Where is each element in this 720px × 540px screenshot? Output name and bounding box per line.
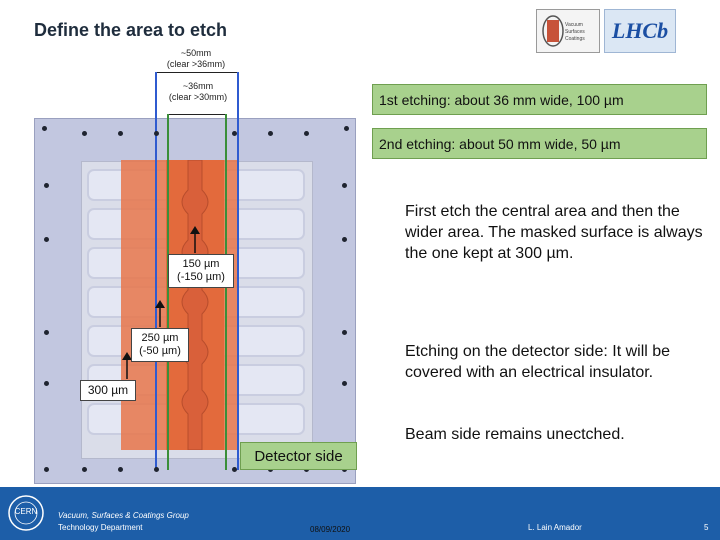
svg-text:Vacuum: Vacuum <box>565 22 583 28</box>
screw <box>118 131 123 136</box>
svg-text:Coatings: Coatings <box>565 36 585 42</box>
screw <box>154 131 159 136</box>
edge-thickness-label: 300 µm <box>80 380 136 401</box>
screw <box>44 330 49 335</box>
vsc-logo <box>536 9 600 53</box>
screw <box>304 131 309 136</box>
detector-side-note: Etching on the detector side: It will be covered with an electrical insulator. <box>405 343 671 381</box>
screw <box>342 237 347 242</box>
screw <box>44 467 49 472</box>
screw <box>118 467 123 472</box>
screw <box>44 381 49 386</box>
slide-title: Define the area to etch <box>34 20 228 40</box>
svg-text:Surfaces: Surfaces <box>565 29 585 35</box>
inner-dimension-clear: (clear >30mm) <box>168 92 228 102</box>
footer-department: Technology Department <box>58 523 143 532</box>
etched-channels <box>166 160 224 450</box>
screw <box>232 131 237 136</box>
screw <box>232 467 237 472</box>
center-thickness-value: 150 µm <box>182 258 220 270</box>
lhcb-logo: LHCb <box>604 9 676 53</box>
mid-arrow-icon <box>153 300 167 328</box>
outer-boundary-right-line <box>237 72 239 470</box>
footer-group: Vacuum, Surfaces & Coatings Group <box>58 511 189 520</box>
screw <box>268 131 273 136</box>
outer-dimension-label <box>160 48 232 70</box>
screw <box>342 381 347 386</box>
first-etching-callout: 1st etching: about 36 mm wide, 100 µm <box>372 84 707 115</box>
screw <box>154 467 159 472</box>
outer-dimension-size: ~50mm <box>180 48 212 58</box>
screw <box>44 237 49 242</box>
screw <box>82 467 87 472</box>
detector-side-label: Detector side <box>240 442 357 470</box>
inner-boundary-right-line <box>225 114 227 470</box>
footer-date: 08/09/2020 <box>310 525 351 534</box>
inner-dimension-label <box>162 81 234 103</box>
center-arrow-icon <box>188 226 202 254</box>
etch-order-note: First etch the central area and then the wider area. The masked surface is always the one kept at 300 µm. <box>405 203 703 262</box>
inner-dimension-line <box>167 114 227 115</box>
screw <box>42 126 47 131</box>
second-etching-callout: 2nd etching: about 50 mm wide, 50 µm <box>372 128 707 159</box>
screw <box>44 183 49 188</box>
footer-bar <box>0 487 720 540</box>
footer-author: L. Lain Amador <box>528 523 582 532</box>
cern-logo-text: CERN <box>14 507 38 516</box>
beam-side-note: Beam side remains unectched. <box>405 426 625 443</box>
outer-dimension-clear: (clear >36mm) <box>166 59 226 69</box>
mid-thickness-delta: (-50 µm) <box>139 345 181 357</box>
center-thickness-label <box>168 254 234 288</box>
screw <box>342 330 347 335</box>
inner-dimension-size: ~36mm <box>182 81 214 91</box>
footer-page-number: 5 <box>704 523 709 532</box>
vsc-logo-icon <box>537 10 599 52</box>
screw <box>82 131 87 136</box>
screw <box>344 126 349 131</box>
screw <box>342 183 347 188</box>
center-thickness-delta: (-150 µm) <box>177 271 225 283</box>
inner-boundary-left-line <box>167 114 169 470</box>
outer-dimension-line <box>155 72 239 73</box>
mid-thickness-label <box>131 328 189 362</box>
mid-thickness-value: 250 µm <box>141 332 179 344</box>
logo-area <box>536 9 674 53</box>
